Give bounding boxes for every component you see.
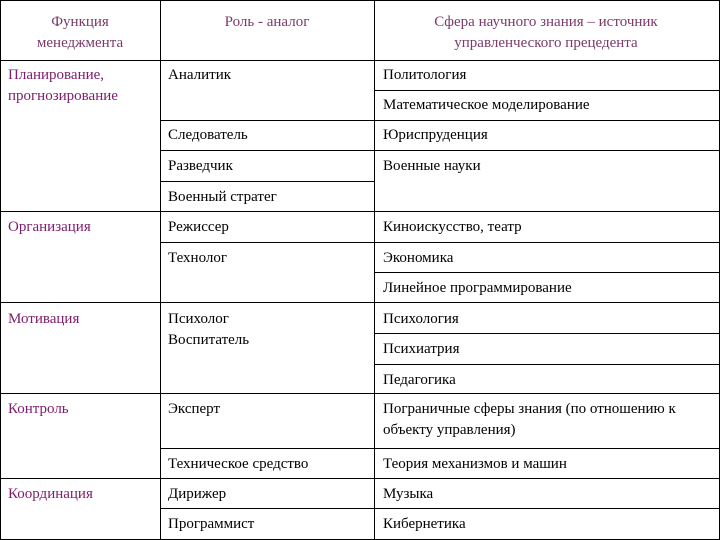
sphere-math-modeling: Математическое моделирование [383, 97, 590, 113]
role-scout: Разведчик [168, 158, 233, 174]
role-military-strategist: Военный стратег [168, 189, 277, 205]
sphere-psychology: Психология [383, 311, 459, 327]
function-motivation: Мотивация [8, 311, 80, 327]
role-programmer: Программист [168, 516, 255, 532]
sphere-jurisprudence: Юриспруденция [383, 127, 488, 143]
role-psychologist-educator [168, 309, 249, 351]
role-technical-means: Техническое средство [168, 456, 309, 472]
header-function-line-1: Функция [51, 14, 109, 30]
sphere-political-science: Политология [383, 67, 467, 83]
function-planning-line-1: Планирование, [8, 67, 105, 83]
role-educator: Воспитатель [168, 332, 250, 348]
role-conductor: Дирижер [168, 486, 227, 502]
function-coordination: Координация [8, 486, 93, 502]
sphere-military-sciences: Военные науки [383, 158, 481, 174]
function-control: Контроль [8, 401, 69, 417]
sphere-psychiatry: Психиатрия [383, 341, 460, 357]
sphere-pedagogy: Педагогика [383, 372, 456, 388]
header-sphere-line-1: Сфера научного знания – источник [434, 14, 658, 30]
role-investigator: Следователь [168, 127, 248, 143]
sphere-economics: Экономика [383, 250, 454, 266]
header-role-line: Роль - аналог [224, 14, 310, 30]
sphere-film-theatre: Киноискусство, театр [383, 219, 522, 235]
role-psychologist: Психолог [168, 311, 229, 327]
sphere-music: Музыка [383, 486, 434, 502]
role-expert: Эксперт [168, 401, 221, 417]
function-organization: Организация [8, 219, 91, 235]
sphere-border-fields: Пограничные сферы знания (по отношению к объекту управления) [383, 401, 676, 438]
sphere-mechanism-theory: Теория механизмов и машин [383, 456, 567, 472]
header-sphere-line-2: управленческого прецедента [454, 35, 638, 51]
sphere-linear-programming: Линейное программирование [383, 280, 572, 296]
header-role [162, 12, 372, 33]
role-technologist: Технолог [168, 250, 228, 266]
role-analyst: Аналитик [168, 67, 232, 83]
header-function [2, 12, 158, 54]
function-planning [8, 65, 118, 107]
header-function-line-2: менеджмента [36, 35, 124, 51]
role-director: Режиссер [168, 219, 229, 235]
function-planning-line-2: прогнозирование [8, 88, 118, 104]
header-sphere [376, 12, 716, 54]
sphere-cybernetics: Кибернетика [383, 516, 466, 532]
